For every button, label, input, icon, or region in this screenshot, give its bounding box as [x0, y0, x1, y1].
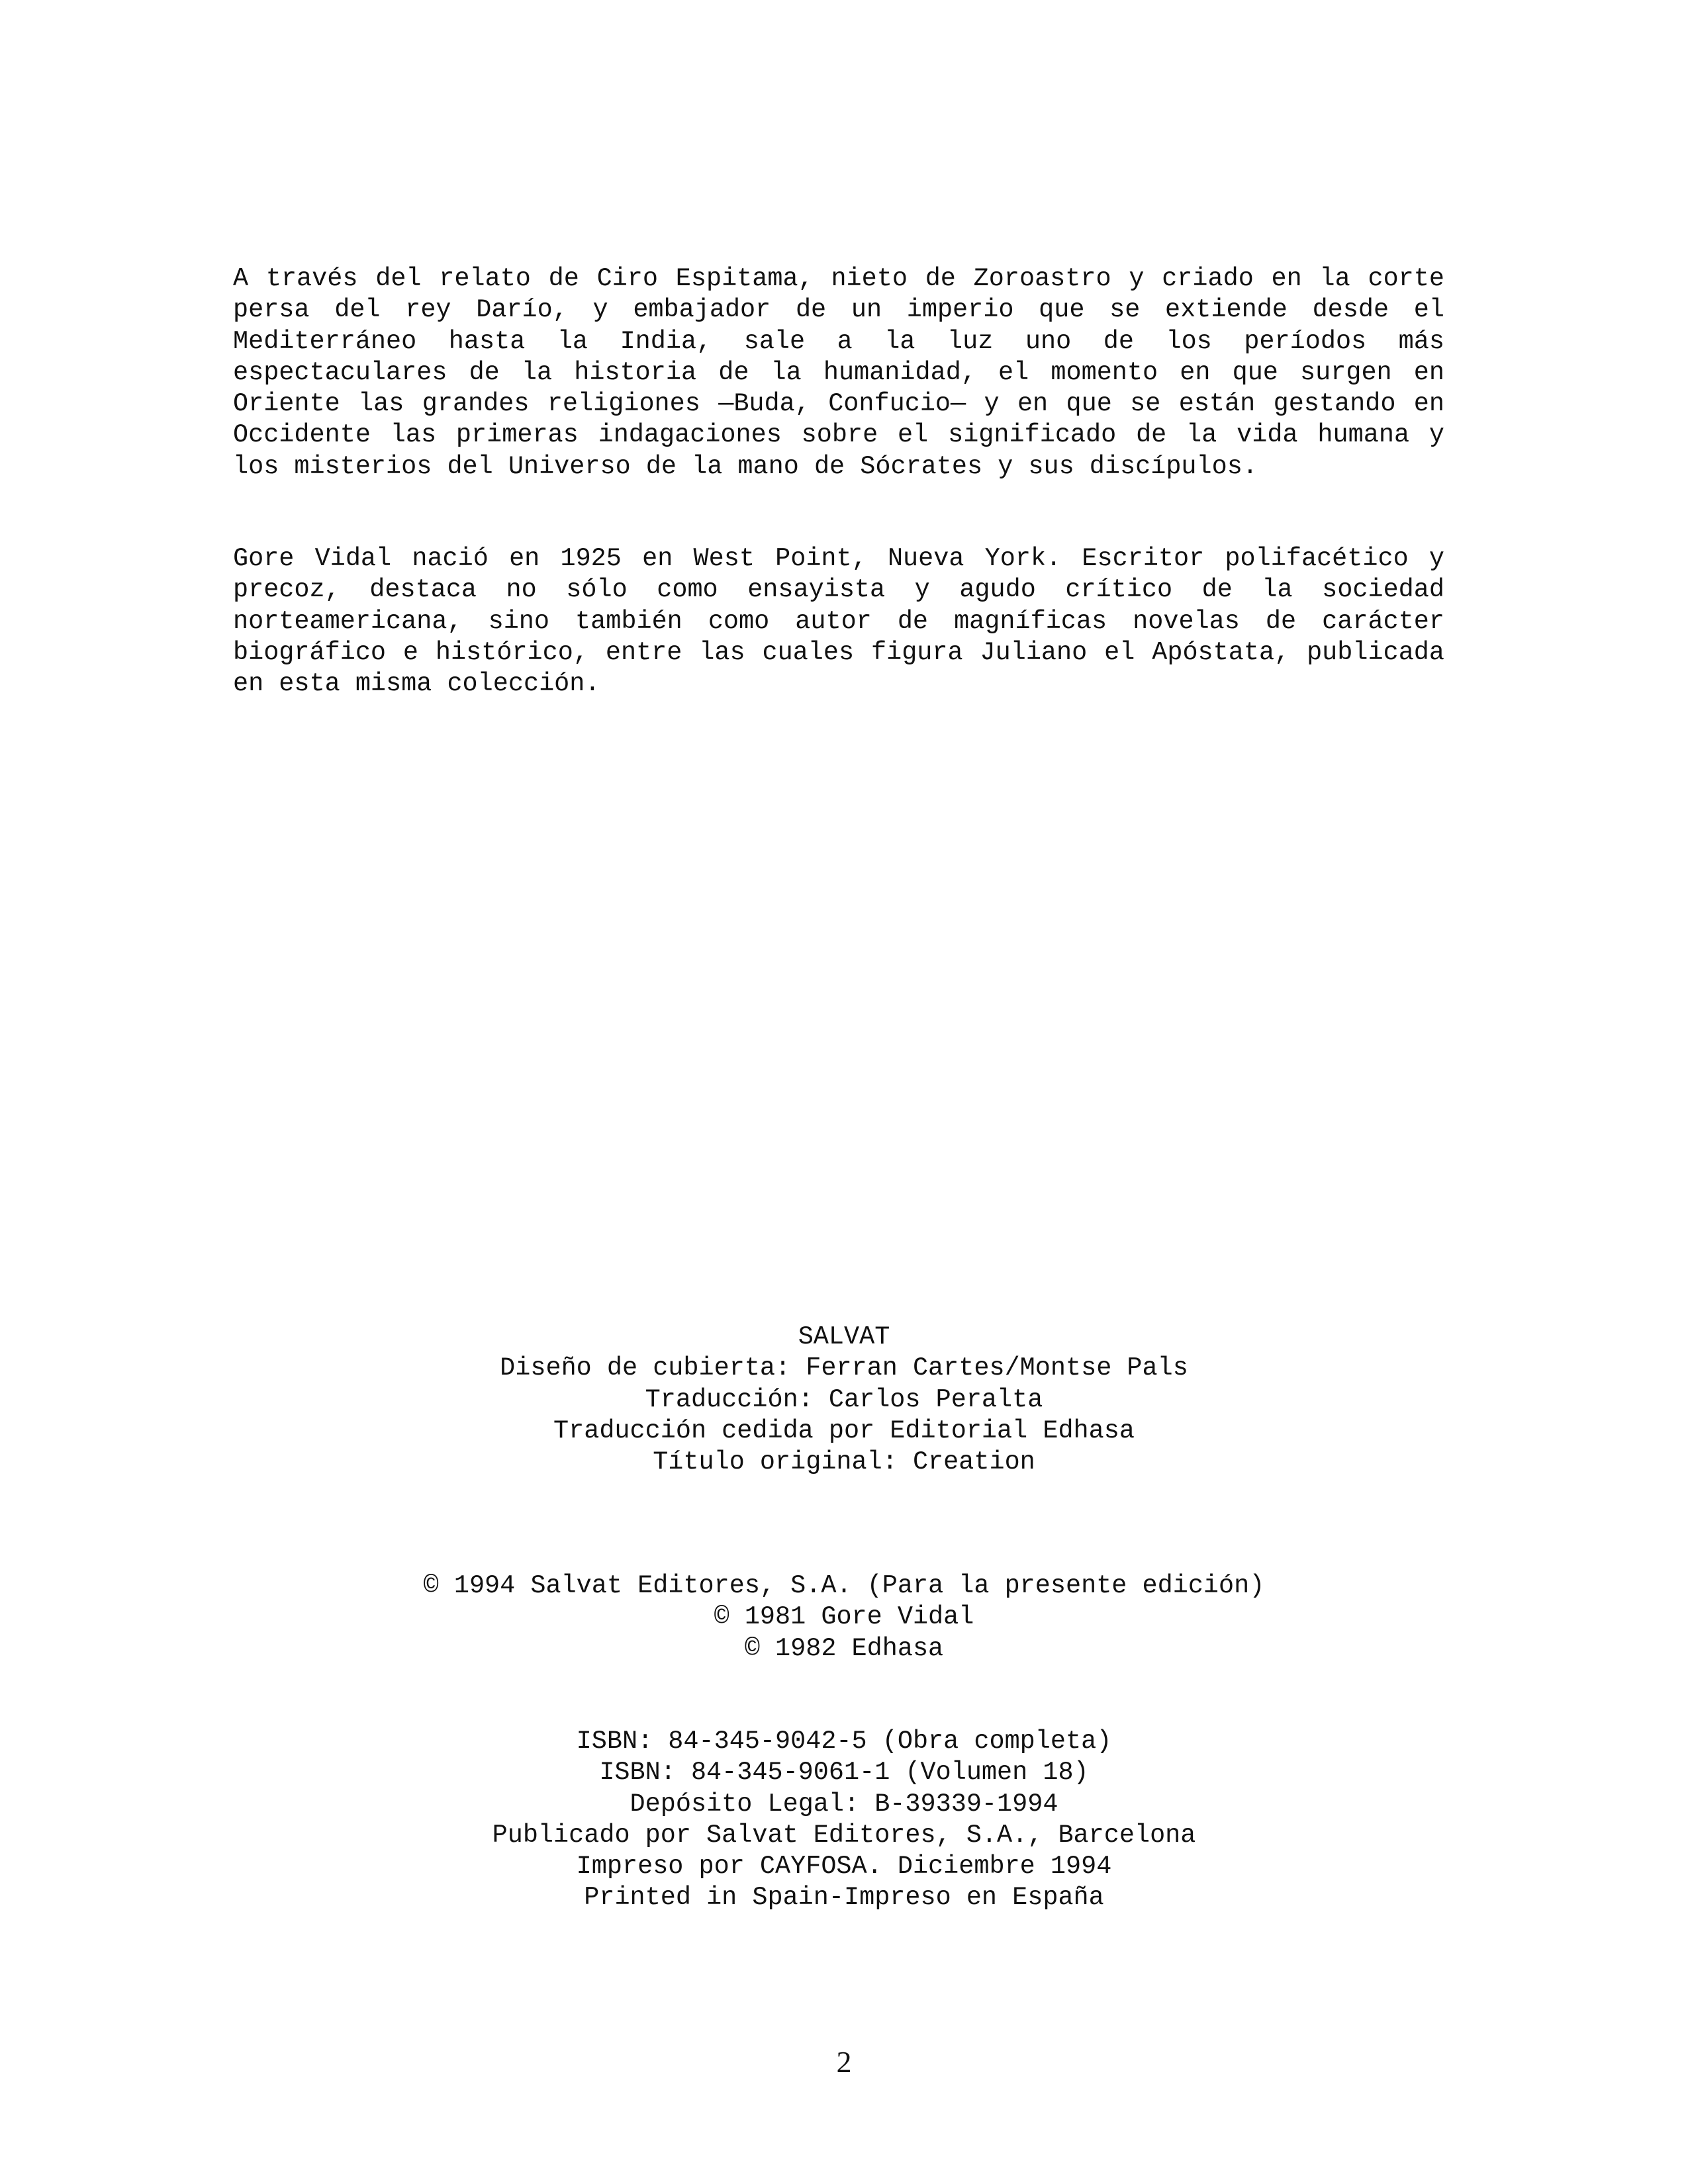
copyright-line: © 1982 Edhasa [744, 1633, 944, 1663]
translation-rights-credit: Traducción cedida por Editorial Edhasa [553, 1416, 1135, 1445]
copyright-line: © 1981 Gore Vidal [714, 1602, 974, 1632]
isbn-complete-work: ISBN: 84-345-9042-5 (Obra completa) [576, 1727, 1112, 1756]
copyright-block [0, 1570, 1688, 1664]
isbn-volume: ISBN: 84-345-9061-1 (Volumen 18) [599, 1758, 1089, 1788]
printed-in: Printed in Spain-Impreso en España [584, 1883, 1104, 1913]
original-title: Título original: Creation [653, 1447, 1035, 1477]
published-by: Publicado por Salvat Editores, S.A., Barcelona [492, 1820, 1196, 1850]
author-bio-paragraph: Gore Vidal nació en 1925 en West Point, Nueva York. Escritor polifacético y precoz, destaca no sólo como ensayista y agudo crítico de la sociedad norteamericana, sino también como autor de magníficas novelas de carácter biográfico e histórico, entre las cuales figura Juliano el Apóstata, publicada en esta misma colección. [233, 544, 1444, 699]
printed-by: Impreso por CAYFOSA. Diciembre 1994 [576, 1852, 1112, 1882]
legal-deposit: Depósito Legal: B-39339-1994 [630, 1789, 1058, 1819]
publication-info-block [0, 1726, 1688, 1914]
translation-credit: Traducción: Carlos Peralta [645, 1385, 1043, 1414]
publisher-name: SALVAT [798, 1322, 890, 1351]
cover-design-credit: Diseño de cubierta: Ferran Cartes/Montse Pals [500, 1353, 1188, 1383]
copyright-line: © 1994 Salvat Editores, S.A. (Para la presente edición) [423, 1571, 1265, 1600]
page-number: 2 [836, 2045, 852, 2079]
synopsis-paragraph: A través del relato de Ciro Espitama, nieto de Zoroastro y criado en la corte persa del rey Darío, y embajador de un imperio que se extiende desde el Mediterráneo hasta la India, sale a la luz uno de los períodos más espectaculares de la historia de la humanidad, el momento en que surgen en Oriente las grandes religiones —Buda, Confucio— y en que se están gestando en Occidente las primeras indagaciones sobre el significado de la vida humana y los misterios del Universo de la mano de Sócrates y sus discípulos. [233, 264, 1444, 481]
credits-block [0, 1322, 1688, 1478]
